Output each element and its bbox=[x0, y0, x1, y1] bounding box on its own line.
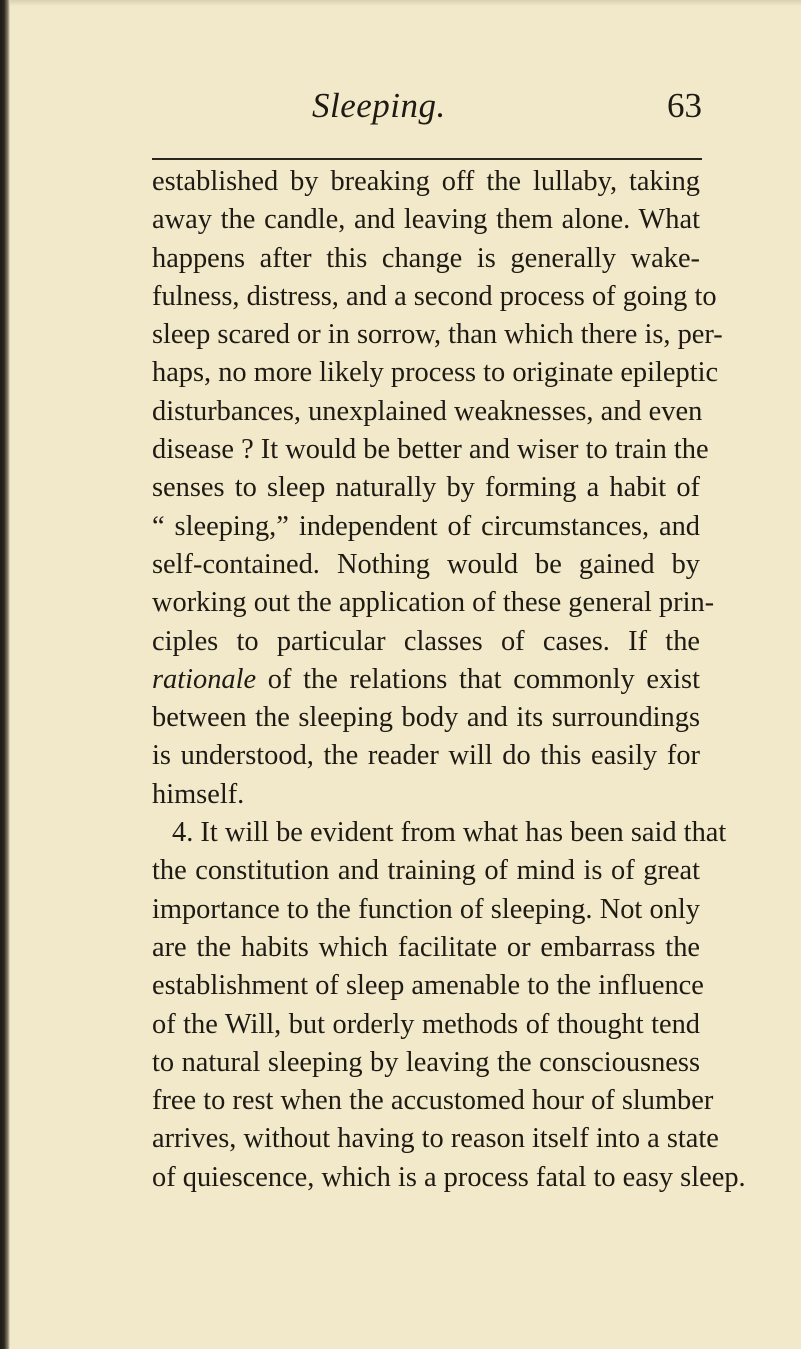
text-line: disease ? It would be better and wiser to train the bbox=[152, 434, 709, 466]
text-line: arrives, without having to reason itself into a state bbox=[152, 1123, 719, 1155]
text-line-rest: of the relations that commonly exist bbox=[256, 663, 700, 695]
text-line: free to rest when the accustomed hour of slumber bbox=[152, 1085, 714, 1117]
text-line: ciples to particular classes of cases. If the bbox=[152, 625, 700, 657]
text-line: of quiescence, which is a process fatal to easy sleep. bbox=[152, 1161, 746, 1193]
text-line: established by breaking off the lullaby, taking bbox=[152, 166, 700, 197]
running-title: Sleeping. bbox=[312, 86, 446, 125]
text-line: fulness, distress, and a second process of going to bbox=[152, 280, 717, 312]
text-line: of the Will, but orderly methods of thought tend bbox=[152, 1008, 700, 1040]
text-line: away the candle, and leaving them alone. What bbox=[152, 204, 700, 236]
page-number: 63 bbox=[667, 86, 702, 125]
text-line: establishment of sleep amenable to the influence bbox=[152, 970, 704, 1002]
text-line: is understood, the reader will do this easily for bbox=[152, 740, 700, 772]
running-head bbox=[152, 86, 702, 142]
text-line: between the sleeping body and its surroundings bbox=[152, 702, 700, 734]
text-line: happens after this change is generally wake- bbox=[152, 242, 700, 274]
body-text bbox=[152, 163, 746, 1197]
text-line: 4. It will be evident from what has been said that bbox=[172, 817, 727, 849]
text-line: working out the application of these general prin- bbox=[152, 587, 715, 619]
text-line: sleep scared or in sorrow, than which there is, per- bbox=[152, 319, 723, 351]
text-line: to natural sleeping by leaving the consciousness bbox=[152, 1046, 700, 1078]
text-line-rationale bbox=[152, 661, 700, 699]
text-line: himself. bbox=[152, 778, 245, 810]
book-binding-edge bbox=[0, 0, 10, 1349]
text-line: haps, no more likely process to originate epileptic bbox=[152, 357, 719, 389]
text-line: are the habits which facilitate or embarrass the bbox=[152, 931, 700, 963]
text-line: self-contained. Nothing would be gained by bbox=[152, 548, 700, 580]
italic-term: rationale bbox=[152, 663, 257, 695]
text-line: importance to the function of sleeping. Not only bbox=[152, 893, 700, 925]
text-line: disturbances, unexplained weaknesses, and even bbox=[152, 395, 703, 427]
text-line: “ sleeping,” independent of circumstances, and bbox=[152, 510, 700, 542]
text-line: senses to sleep naturally by forming a habit of bbox=[152, 472, 700, 504]
header-rule bbox=[152, 158, 702, 160]
page-top-edge bbox=[0, 0, 801, 6]
text-line: the constitution and training of mind is of great bbox=[152, 855, 700, 887]
